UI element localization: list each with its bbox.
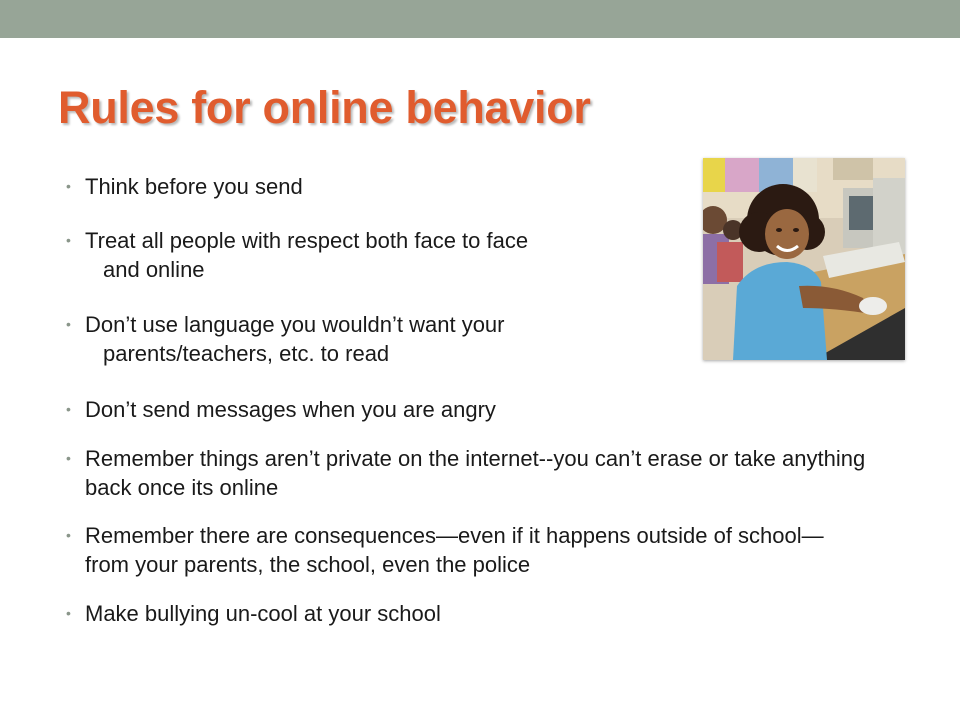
bullet-item (66, 599, 866, 628)
bullet-dot-icon: • (66, 401, 71, 417)
bullet-text: Don’t send messages when you are angry (85, 397, 496, 422)
bullet-text: Think before you send (85, 174, 303, 199)
bullet-text: Remember there are consequences—even if it happens outside of school—from your parents, the school, even the police (85, 523, 824, 577)
bullet-dot-icon: • (66, 232, 71, 248)
bullet-item (66, 395, 866, 424)
top-band (0, 0, 960, 38)
bullet-continuation: and online (103, 257, 205, 282)
bullet-continuation: parents/teachers, etc. to read (103, 341, 390, 366)
bullet-item (66, 521, 866, 579)
bullet-dot-icon: • (66, 316, 71, 332)
slide-title: Rules for online behavior (58, 82, 591, 133)
photo-girl-at-computer-icon (703, 158, 905, 360)
bullet-item (66, 444, 866, 502)
bullet-dot-icon: • (66, 605, 71, 621)
bullet-text: Remember things aren’t private on the internet--you can’t erase or take anything back once its online (85, 446, 866, 500)
bullet-text: Don’t use language you wouldn’t want your (85, 312, 505, 337)
bullet-dot-icon: • (66, 527, 71, 543)
bullet-text: Make bullying un-cool at your school (85, 601, 441, 626)
bullet-text: Treat all people with respect both face to face (85, 228, 529, 253)
bullet-dot-icon: • (66, 178, 71, 194)
bullet-dot-icon: • (66, 450, 71, 466)
